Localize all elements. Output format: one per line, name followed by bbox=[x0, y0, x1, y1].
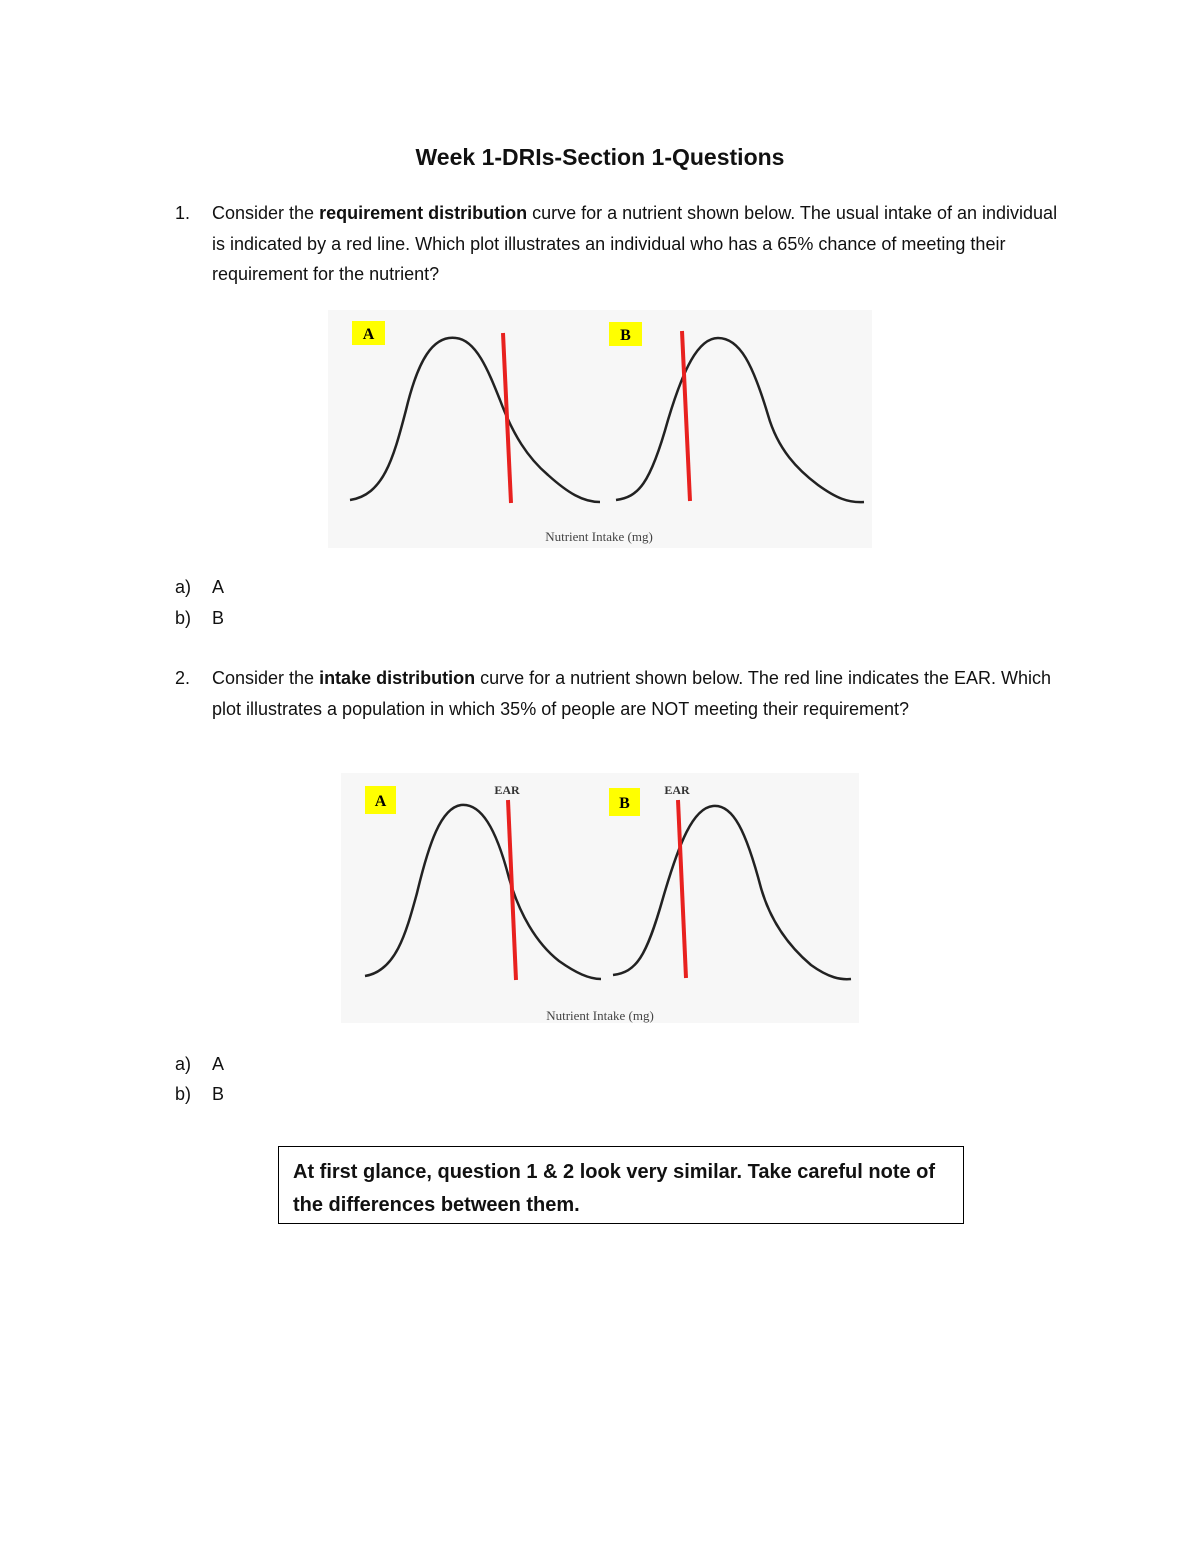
ear-line-a bbox=[508, 800, 516, 980]
question-1-text-end: curve for a nutrient shown below. The usual intake of an individual is indicated by a red line. Which plot illustrates an individual who has a 65% chance of meeting their requirement for the nutrient? bbox=[212, 203, 1058, 284]
curve-a bbox=[365, 805, 601, 979]
question-2-text-start: Consider the bbox=[212, 668, 320, 688]
label-a: A bbox=[374, 793, 387, 810]
red-line-a bbox=[503, 333, 511, 503]
question-1-number: 1. bbox=[175, 203, 191, 223]
question-1-option-a[interactable]: a) A bbox=[175, 577, 225, 597]
question-1-text-start: Consider the bbox=[212, 203, 320, 223]
ear-line-b bbox=[678, 800, 686, 978]
curve-b bbox=[613, 806, 851, 979]
question-1 bbox=[175, 198, 1075, 290]
question-2-bold-term: intake distribution bbox=[319, 668, 476, 688]
label-a: A bbox=[362, 326, 375, 343]
question-2-figure bbox=[341, 773, 859, 1023]
question-1-option-b[interactable]: b) B bbox=[175, 608, 225, 628]
label-b: B bbox=[620, 327, 631, 344]
question-2-option-b[interactable]: b) B bbox=[175, 1084, 225, 1104]
x-axis-label: Nutrient Intake (mg) bbox=[545, 529, 653, 544]
curve-b bbox=[616, 338, 864, 502]
ear-label-a: EAR bbox=[494, 783, 520, 797]
page-title: Week 1-DRIs-Section 1-Questions bbox=[415, 144, 785, 170]
curve-a bbox=[350, 338, 600, 502]
question-2-text-end: curve for a nutrient shown below. The red line indicates the EAR. Which plot illustrates a population in which 35% of people are NOT meeting their requirement? bbox=[212, 668, 1052, 719]
question-1-bold-term: requirement distribution bbox=[319, 203, 528, 223]
note-box: At first glance, question 1 & 2 look very similar. Take careful note of the differences between them. bbox=[278, 1146, 964, 1224]
question-2 bbox=[175, 663, 1075, 724]
red-line-b bbox=[682, 331, 690, 501]
question-2-number: 2. bbox=[175, 668, 191, 688]
label-b: B bbox=[619, 795, 630, 812]
x-axis-label: Nutrient Intake (mg) bbox=[546, 1008, 654, 1023]
question-1-figure bbox=[328, 310, 872, 548]
question-2-option-a[interactable]: a) A bbox=[175, 1054, 225, 1074]
ear-label-b: EAR bbox=[664, 783, 690, 797]
